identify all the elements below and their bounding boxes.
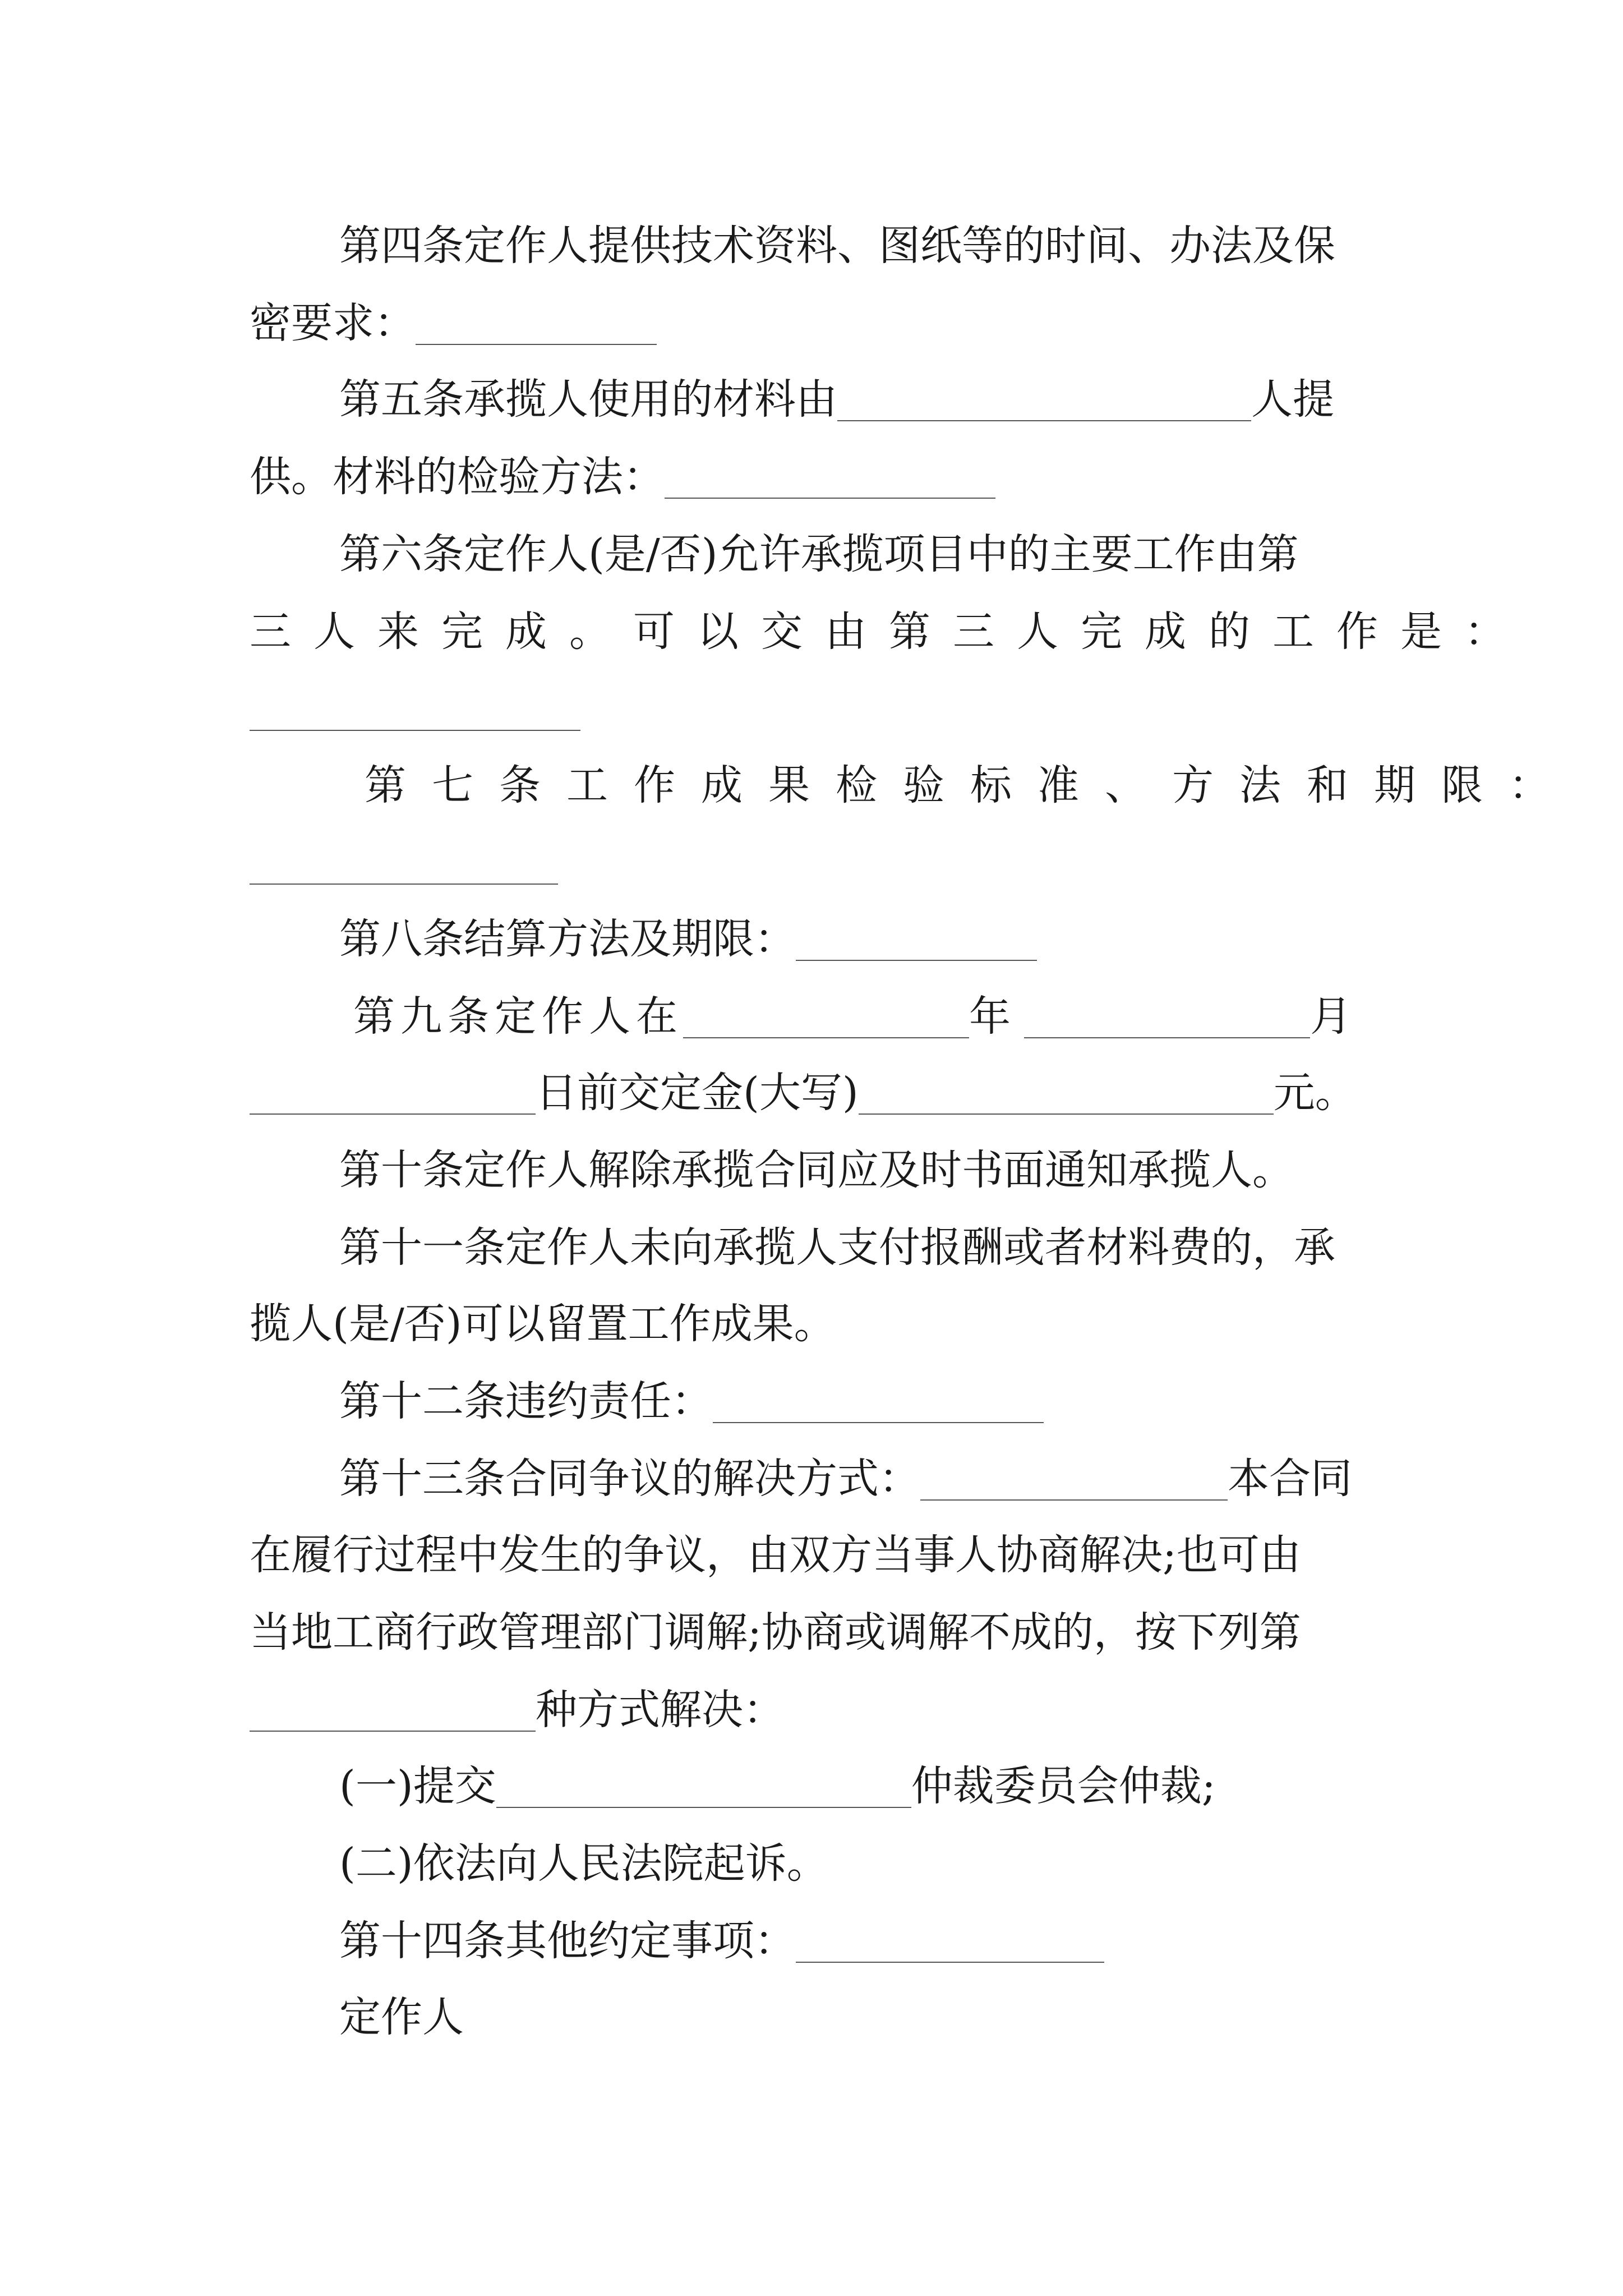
article-11-line-1: 第十一条定作人未向承揽人支付报酬或者材料费的，承 (339, 1223, 1335, 1272)
blank-field[interactable] (796, 918, 1037, 961)
blank-field[interactable] (920, 1458, 1228, 1501)
article-5-line-2: 供。材料的检验方法： (250, 443, 995, 510)
article-7-blank-line (250, 829, 558, 896)
blank-field[interactable] (859, 1072, 1274, 1115)
article-9-line-1: 第九条定作人在 年 月 (353, 992, 1357, 1041)
article-7-line-1: 第七条工作成果检验标准、方法和期限： (365, 761, 1576, 809)
blank-field[interactable] (250, 1072, 536, 1115)
option-2: (二)依法向人民法院起诉。 (339, 1839, 828, 1888)
blank-field[interactable] (496, 1765, 911, 1808)
article-12: 第十二条违约责任： (339, 1368, 1044, 1435)
blank-field[interactable] (665, 456, 995, 499)
blank-field[interactable] (250, 1689, 536, 1732)
article-8: 第八条结算方法及期限： (339, 905, 1037, 973)
article-13-line-1: 第十三条合同争议的解决方式： 本合同 (339, 1455, 1352, 1503)
article-14: 第十四条其他约定事项： (339, 1907, 1104, 1975)
blank-field[interactable] (796, 1920, 1104, 1963)
signature-label: 定作人 (339, 1993, 464, 2041)
blank-field[interactable] (683, 996, 969, 1038)
article-10: 第十条定作人解除承揽合同应及时书面通知承揽人。 (339, 1146, 1294, 1194)
blank-field[interactable] (1024, 996, 1310, 1038)
blank-field[interactable] (713, 1381, 1044, 1423)
article-13-line-3: 当地工商行政管理部门调解;协商或调解不成的，按下列第 (250, 1608, 1301, 1657)
article-4-line-1: 第四条定作人提供技术资料、图纸等的时间、办法及保 (339, 222, 1335, 270)
article-4-line-2: 密要求： (250, 289, 657, 357)
blank-field[interactable] (250, 688, 580, 731)
option-1: (一)提交 仲裁委员会仲裁; (339, 1762, 1216, 1810)
blank-field[interactable] (416, 302, 657, 345)
article-6-line-2: 三人来完成。可以交由第三人完成的工作是： (250, 608, 1528, 656)
article-13-line-2: 在履行过程中发生的争议，由双方当事人协商解决;也可由 (250, 1531, 1301, 1579)
article-9-line-2: 日前交定金(大写) 元。 (250, 1059, 1357, 1126)
article-11-line-2: 揽人(是/否)可以留置工作成果。 (250, 1300, 836, 1348)
blank-field[interactable] (837, 379, 1251, 421)
article-13-line-4: 种方式解决： (250, 1676, 785, 1743)
article-5-line-1: 第五条承揽人使用的材料由 人提 (339, 375, 1334, 424)
article-6-line-1: 第六条定作人(是/否)允许承揽项目中的主要工作由第 (339, 530, 1299, 578)
blank-field[interactable] (250, 842, 558, 885)
article-6-blank-line (250, 675, 580, 743)
